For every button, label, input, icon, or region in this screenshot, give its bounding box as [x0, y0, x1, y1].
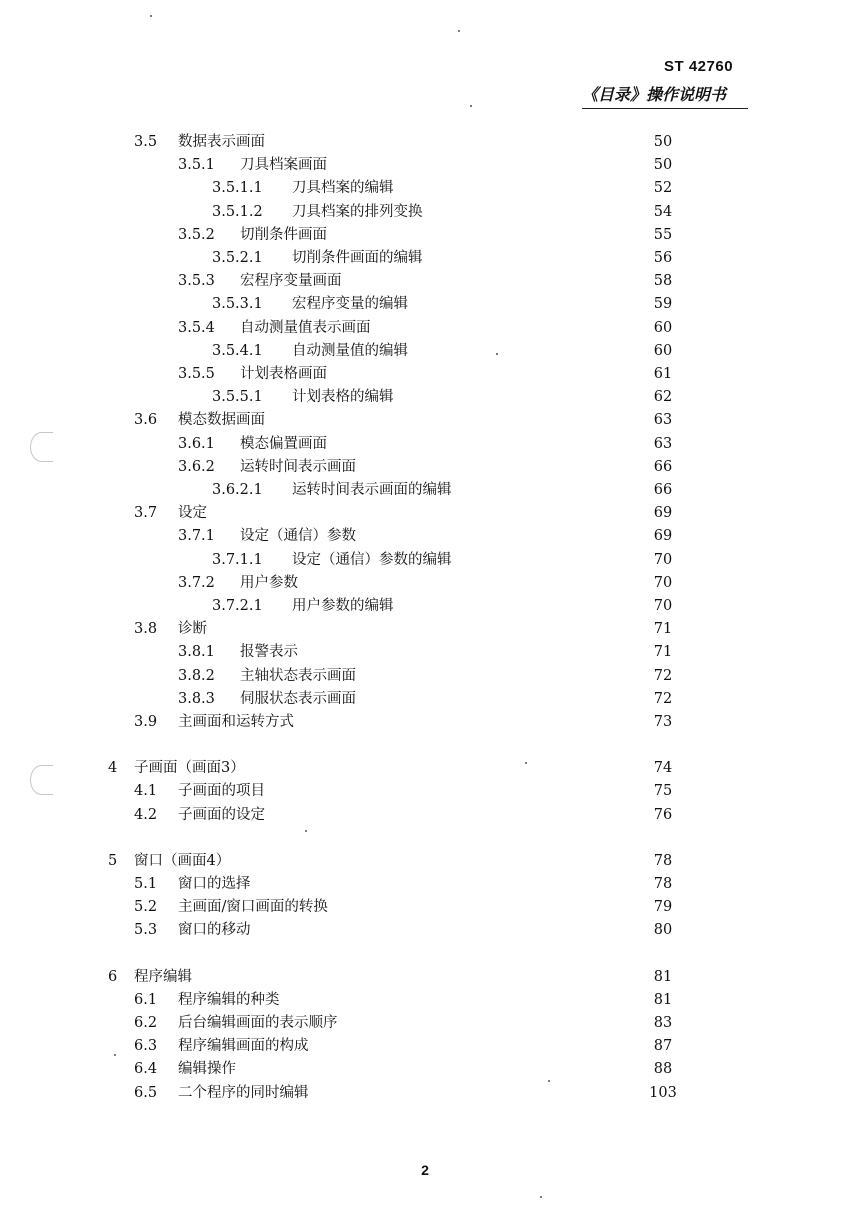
toc-entry-title: 报警表示: [240, 644, 298, 661]
toc-entry-number: 3.6.2.1: [212, 482, 263, 498]
toc-entry-page: 71: [653, 621, 673, 638]
toc-entry-page: 76: [653, 806, 673, 823]
toc-entry-number: 3.8.2: [178, 667, 215, 684]
toc-entry-page: 70: [653, 574, 673, 591]
scan-speck: [114, 1054, 116, 1056]
toc-entry-title: 刀具档案画面: [240, 157, 327, 174]
scan-speck: [150, 15, 152, 17]
toc-entry-number: 5.3: [134, 922, 158, 939]
toc-entry-title: 窗口（画面4）: [134, 852, 231, 869]
toc-entry: [212, 294, 408, 314]
toc-entry-number: 3.8.1: [178, 644, 215, 661]
toc-entry-title: 子画面的设定: [178, 806, 265, 823]
toc-entry-page: 50: [653, 157, 673, 174]
toc-entry-title: 数据表示画面: [178, 134, 265, 150]
toc-entry: [212, 202, 423, 222]
toc-entry-number: 3.5.4.1: [212, 342, 263, 359]
toc-entry-number: 3.5.2: [178, 226, 215, 243]
toc-entry-title: 子画面的项目: [178, 783, 265, 800]
toc-entry: [134, 1036, 309, 1056]
toc-entry: [178, 225, 327, 245]
document-subtitle: 《目录》操作说明书: [582, 82, 748, 109]
toc-entry: [178, 318, 371, 338]
toc-entry-number: 5.1: [134, 876, 158, 892]
toc-entry-title: 运转时间表示画面: [240, 458, 356, 475]
toc-entry-number: 6.5: [134, 1084, 158, 1101]
toc-entry-page: 62: [653, 389, 673, 406]
toc-entry-page: 66: [653, 458, 673, 475]
toc-entry-page: 69: [653, 505, 673, 522]
toc-entry: [212, 178, 394, 198]
toc-entry-page: 81: [653, 991, 673, 1008]
toc-entry-title: 程序编辑画面的构成: [178, 1038, 309, 1055]
toc-entry: [108, 758, 245, 778]
toc-entry-page: 70: [653, 598, 673, 614]
toc-entry-number: 6.1: [134, 991, 158, 1008]
toc-entry: [134, 920, 251, 940]
toc-entry-title: 程序编辑: [134, 968, 192, 985]
toc-entry-page: 56: [653, 250, 673, 266]
toc-entry-page: 54: [653, 203, 673, 220]
toc-entry-title: 设定（通信）参数的编辑: [292, 551, 452, 568]
toc-entry: [134, 1083, 309, 1103]
toc-entry-number: 4.2: [134, 806, 158, 823]
toc-entry-title: 用户参数: [240, 574, 298, 591]
toc-entry-number: 3.6.2: [178, 458, 215, 475]
toc-entry-page: 69: [653, 528, 673, 545]
toc-entry-page: 52: [653, 180, 673, 197]
toc-entry-title: 主画面和运转方式: [178, 714, 294, 730]
toc-entry-title: 计划表格的编辑: [292, 389, 394, 406]
toc-entry-title: 刀具档案的编辑: [292, 180, 394, 197]
toc-entry: [212, 341, 408, 361]
toc-entry-number: 3.5.5.1: [212, 389, 263, 406]
toc-entry: [178, 666, 356, 686]
toc-entry-title: 编辑操作: [178, 1061, 236, 1078]
toc-entry-page: 66: [653, 482, 673, 498]
toc-entry: [212, 596, 394, 616]
toc-entry-title: 诊断: [178, 621, 207, 638]
toc-entry-title: 二个程序的同时编辑: [178, 1084, 309, 1101]
toc-entry-title: 自动测量值表示画面: [240, 319, 371, 336]
toc-entry: [178, 364, 327, 384]
scan-speck: [470, 105, 472, 107]
toc-entry-title: 用户参数的编辑: [292, 598, 394, 614]
toc-entry: [134, 132, 265, 152]
toc-entry-page: 88: [653, 1061, 673, 1078]
toc-entry-number: 3.5.4: [178, 319, 215, 336]
toc-entry-title: 主轴状态表示画面: [240, 667, 356, 684]
toc-entry-number: 3.8: [134, 621, 158, 638]
toc-entry-page: 63: [653, 435, 673, 452]
toc-entry: [134, 897, 328, 917]
toc-entry-number: 4: [108, 760, 118, 777]
toc-entry-title: 切削条件画面的编辑: [292, 250, 423, 266]
toc-entry-title: 运转时间表示画面的编辑: [292, 482, 452, 498]
toc-entry: [178, 155, 327, 175]
toc-entry-number: 3.5: [134, 134, 158, 150]
toc-entry-page: 70: [653, 551, 673, 568]
toc-entry-page: 61: [653, 366, 673, 382]
toc-entry-number: 4.1: [134, 783, 158, 800]
toc-entry-number: 3.5.5: [178, 366, 215, 382]
toc-entry-page: 55: [653, 226, 673, 243]
toc-entry: [212, 550, 452, 570]
toc-entry-number: 3.5.2.1: [212, 250, 263, 266]
toc-entry-title: 设定（通信）参数: [240, 528, 356, 545]
toc-entry-page: 83: [653, 1015, 673, 1031]
toc-entry-page: 72: [653, 667, 673, 684]
toc-entry: [134, 805, 265, 825]
toc-entry-title: 计划表格画面: [240, 366, 327, 382]
toc-entry-page: 63: [653, 412, 673, 429]
toc-entry-number: 3.5.3.1: [212, 296, 263, 313]
toc-entry-number: 3.5.1: [178, 157, 215, 174]
toc-entry-page: 78: [653, 876, 673, 892]
toc-entry: [134, 503, 207, 523]
toc-entry: [134, 990, 280, 1010]
scan-speck: [305, 830, 307, 832]
toc-entry-page: 74: [653, 760, 673, 777]
toc-entry-number: 3.7.2.1: [212, 598, 263, 614]
toc-entry-number: 6: [108, 968, 118, 985]
toc-entry-title: 刀具档案的排列变换: [292, 203, 423, 220]
toc-entry-title: 设定: [178, 505, 207, 522]
toc-entry-page: 58: [653, 273, 673, 290]
toc-entry-number: 3.9: [134, 714, 158, 730]
toc-entry: [134, 1059, 236, 1079]
page-number: 2: [421, 1162, 429, 1178]
toc-entry-title: 伺服状态表示画面: [240, 690, 356, 707]
toc-entry-number: 3.6.1: [178, 435, 215, 452]
toc-entry: [178, 526, 356, 546]
toc-entry-number: 6.4: [134, 1061, 158, 1078]
toc-entry-number: 5: [108, 852, 118, 869]
toc-entry: [108, 967, 192, 987]
document-code: ST 42760: [664, 58, 734, 75]
toc-entry-page: 60: [653, 319, 673, 336]
toc-entry-page: 50: [653, 134, 673, 150]
toc-entry-title: 子画面（画面3）: [134, 760, 245, 777]
toc-entry-number: 3.8.3: [178, 690, 215, 707]
toc-entry-number: 3.7.1: [178, 528, 215, 545]
toc-entry: [178, 642, 298, 662]
toc-entry: [212, 387, 394, 407]
toc-entry: [134, 1013, 338, 1033]
toc-entry-number: 3.5.1.2: [212, 203, 263, 220]
toc-entry: [134, 712, 294, 732]
toc-entry: [134, 619, 207, 639]
toc-entry-title: 程序编辑的种类: [178, 991, 280, 1008]
toc-entry-page: 79: [653, 899, 673, 916]
toc-entry-page: 60: [653, 342, 673, 359]
toc-entry-title: 主画面/窗口画面的转换: [178, 899, 328, 916]
toc-entry-number: 3.7: [134, 505, 158, 522]
toc-entry-number: 3.7.2: [178, 574, 215, 591]
toc-entry-title: 宏程序变量画面: [240, 273, 342, 290]
toc-entry-number: 3.5.1.1: [212, 180, 263, 197]
toc-entry: [134, 781, 265, 801]
toc-entry-page: 103: [649, 1084, 677, 1101]
toc-entry-number: 5.2: [134, 899, 158, 916]
toc-entry-page: 78: [653, 852, 673, 869]
toc-entry-page: 59: [653, 296, 673, 313]
scan-speck: [525, 762, 527, 764]
toc-entry-page: 87: [653, 1038, 673, 1055]
toc-entry-number: 3.5.3: [178, 273, 215, 290]
toc-entry-page: 72: [653, 690, 673, 707]
toc-entry-page: 75: [653, 783, 673, 800]
toc-entry-title: 模态数据画面: [178, 412, 265, 429]
toc-entry: [178, 457, 356, 477]
toc-entry: [134, 410, 265, 430]
toc-entry-number: 6.2: [134, 1015, 158, 1031]
toc-entry: [212, 480, 452, 500]
toc-entry-title: 宏程序变量的编辑: [292, 296, 408, 313]
toc-entry: [178, 573, 298, 593]
toc-entry-page: 81: [653, 968, 673, 985]
toc-entry: [178, 689, 356, 709]
scan-speck: [540, 1196, 542, 1198]
toc-entry: [212, 248, 423, 268]
binding-hole-mark: [30, 432, 53, 462]
scan-speck: [458, 30, 460, 32]
toc-entry-title: 模态偏置画面: [240, 435, 327, 452]
toc-entry-title: 窗口的选择: [178, 876, 251, 892]
binding-hole-mark: [30, 765, 53, 795]
toc-entry-number: 3.7.1.1: [212, 551, 263, 568]
toc-entry-number: 6.3: [134, 1038, 158, 1055]
toc-entry-title: 窗口的移动: [178, 922, 251, 939]
toc-entry-page: 80: [653, 922, 673, 939]
toc-entry-number: 3.6: [134, 412, 158, 429]
toc-entry-title: 后台编辑画面的表示顺序: [178, 1015, 338, 1031]
toc-entry: [134, 874, 251, 894]
toc-entry-page: 71: [653, 644, 673, 661]
toc-entry-title: 切削条件画面: [240, 226, 327, 243]
toc-entry: [108, 851, 230, 871]
toc-entry-page: 73: [653, 714, 673, 730]
toc-entry: [178, 434, 327, 454]
scan-speck: [548, 1080, 550, 1082]
toc-entry-title: 自动测量值的编辑: [292, 342, 408, 359]
scan-speck: [496, 353, 498, 355]
toc-entry: [178, 271, 342, 291]
